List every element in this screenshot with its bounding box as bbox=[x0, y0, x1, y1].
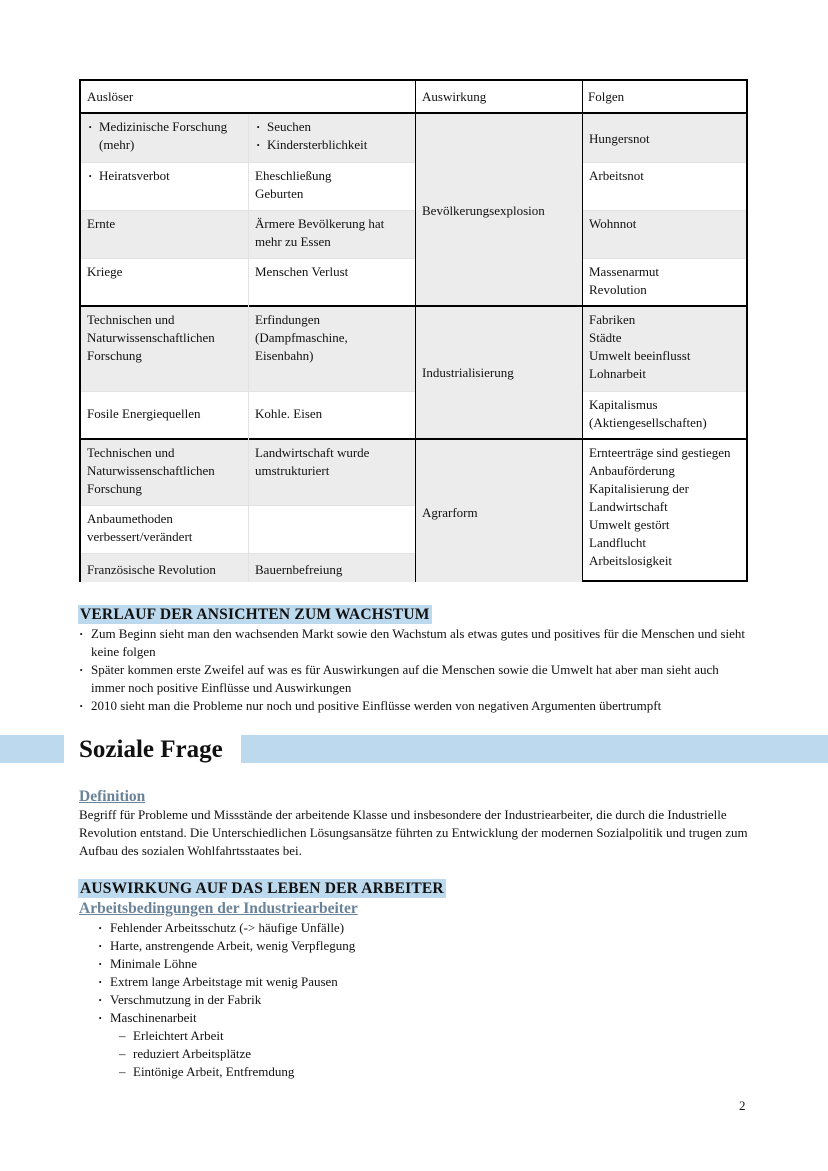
table-cell-cause bbox=[81, 440, 248, 505]
cause-effect-table bbox=[79, 79, 748, 582]
table-cell-cause bbox=[81, 211, 248, 258]
table-cell-detail bbox=[249, 114, 415, 162]
table-cell-cause bbox=[81, 259, 248, 306]
list-item: ‒ Eintönige Arbeit, Entfremdung bbox=[121, 1063, 681, 1081]
table-cell-detail bbox=[249, 506, 415, 553]
row-divider bbox=[583, 162, 746, 163]
cause-text: Technischen und Naturwissenschaftlichen Forschung bbox=[87, 312, 215, 363]
list-item: · Harte, anstrengende Arbeit, wenig Verpflegung bbox=[98, 937, 718, 955]
list-item: ‒ Erleichtert Arbeit bbox=[121, 1027, 681, 1045]
detail-text: Eheschließung bbox=[255, 168, 332, 183]
table-cell-result: Ernteerträge sind gestiegen Anbauförderung Kapitalisierung der Landwirtschaft Umwelt gestört Landflucht Arbeitslosigkeit bbox=[589, 445, 731, 568]
list-item: · 2010 sieht man die Probleme nur noch und positive Einflüsse werden von negativen Argumenten übertrumpft bbox=[79, 697, 751, 715]
cause-text: Fosile Energiequellen bbox=[87, 406, 201, 421]
list-item: · Maschinenarbeit bbox=[98, 1009, 718, 1027]
table-cell-result: Massenarmut Revolution bbox=[589, 264, 660, 297]
cause-text: Kriege bbox=[87, 264, 123, 279]
detail-text: · Seuchen bbox=[255, 118, 409, 136]
cause-text: Anbaumethoden verbessert/verändert bbox=[87, 511, 193, 544]
table-cell-detail bbox=[249, 554, 415, 582]
column-divider bbox=[582, 81, 583, 582]
column-divider bbox=[248, 114, 249, 582]
row-divider bbox=[583, 210, 746, 211]
table-cell-effect: Agrarform bbox=[416, 440, 582, 582]
table-cell-result: Kapitalismus (Aktiengesellschaften) bbox=[589, 397, 707, 430]
detail-text: Erfindungen (Dampfmaschine, Eisenbahn) bbox=[255, 312, 348, 363]
detail-text: Kohle. Eisen bbox=[255, 406, 323, 421]
table-cell-detail bbox=[249, 259, 415, 306]
list-item: · Fehlender Arbeitsschutz (-> häufige Unfälle) bbox=[98, 919, 718, 937]
row-divider bbox=[583, 391, 746, 392]
cause-text: Ernte bbox=[87, 216, 116, 231]
verlauf-heading: VERLAUF DER ANSICHTEN ZUM WACHSTUM bbox=[80, 606, 430, 623]
list-item: · Verschmutzung in der Fabrik bbox=[98, 991, 718, 1009]
cause-text: · Medizinische Forschung (mehr) bbox=[87, 118, 242, 154]
table-cell-detail bbox=[249, 211, 415, 258]
table-cell-result: Arbeitsnot bbox=[589, 168, 644, 183]
table-cell-effect: Bevölkerungsexplosion bbox=[416, 114, 582, 306]
section-title: Soziale Frage bbox=[79, 736, 223, 763]
conditions-list bbox=[98, 919, 718, 1027]
table-cell-result: Fabriken Städte Umwelt beeinflusst Lohnarbeit bbox=[583, 307, 746, 391]
detail-text: Landwirtschaft wurde umstrukturiert bbox=[255, 445, 370, 478]
heading-band-right bbox=[241, 735, 828, 763]
table-cell-detail bbox=[249, 392, 415, 439]
verlauf-list bbox=[79, 625, 751, 715]
table-cell-detail bbox=[249, 307, 415, 391]
arbeitsbedingungen-subheading: Arbeitsbedingungen der Industriearbeiter bbox=[79, 900, 358, 917]
column-divider bbox=[415, 81, 416, 582]
auswirkung-heading: AUSWIRKUNG AUF DAS LEBEN DER ARBEITER bbox=[80, 880, 444, 897]
table-cell-detail bbox=[249, 163, 415, 210]
cause-text: Französische Revolution bbox=[87, 562, 216, 577]
definition-label: Definition bbox=[79, 788, 146, 805]
table-cell-effect: Industrialisierung bbox=[416, 307, 582, 439]
detail-text: Menschen Verlust bbox=[255, 264, 349, 279]
table-header-row bbox=[81, 81, 746, 114]
row-divider bbox=[583, 258, 746, 259]
machine-work-sublist bbox=[121, 1027, 681, 1081]
detail-text: Bauernbefreiung bbox=[255, 562, 343, 577]
heading-band-left bbox=[0, 735, 64, 763]
header-ausloeser: Auslöser bbox=[87, 89, 134, 104]
header-auswirkung: Auswirkung bbox=[422, 89, 487, 104]
detail-text: · Kindersterblichkeit bbox=[255, 136, 409, 154]
table-cell-result: Wohnnot bbox=[583, 211, 746, 258]
definition-text: Begriff für Probleme und Missstände der arbeitende Klasse und insbesondere der Industriearbeiter, die durch die Industrielle Revolution entstand. Die Unterschiedlichen Lösungsansätze führten zu Entwicklung der modernen Sozialpolitik und trugen zum Aufbau des sozialen Wohlfahrtsstaates bei. bbox=[79, 807, 748, 858]
table-cell-cause bbox=[81, 392, 248, 439]
list-item: · Später kommen erste Zweifel auf was es für Auswirkungen auf die Menschen sowie die Umwelt hat aber man sieht auch immer noch positive Einflüsse und Auswirkungen bbox=[79, 661, 751, 697]
table-cell-cause bbox=[81, 114, 248, 162]
cause-text: Technischen und Naturwissenschaftlichen Forschung bbox=[87, 445, 215, 496]
table-cell-cause bbox=[81, 307, 248, 391]
detail-text: Ärmere Bevölkerung hat mehr zu Essen bbox=[255, 216, 385, 249]
table-cell-cause bbox=[81, 506, 248, 553]
table-cell-detail bbox=[249, 440, 415, 505]
table-cell-cause bbox=[81, 163, 248, 210]
list-item: ‒ reduziert Arbeitsplätze bbox=[121, 1045, 681, 1063]
list-item: · Minimale Löhne bbox=[98, 955, 718, 973]
page-number: 2 bbox=[739, 1098, 746, 1113]
list-item: · Extrem lange Arbeitstage mit wenig Pausen bbox=[98, 973, 718, 991]
table-cell-cause bbox=[81, 554, 248, 582]
list-item: · Zum Beginn sieht man den wachsenden Markt sowie den Wachstum als etwas gutes und positives für die Menschen und sieht keine folgen bbox=[79, 625, 751, 661]
cause-text: · Heiratsverbot bbox=[87, 167, 242, 185]
header-folgen: Folgen bbox=[588, 89, 625, 104]
detail-text: Geburten bbox=[255, 186, 304, 201]
table-cell-result: Hungersnot bbox=[583, 114, 746, 162]
